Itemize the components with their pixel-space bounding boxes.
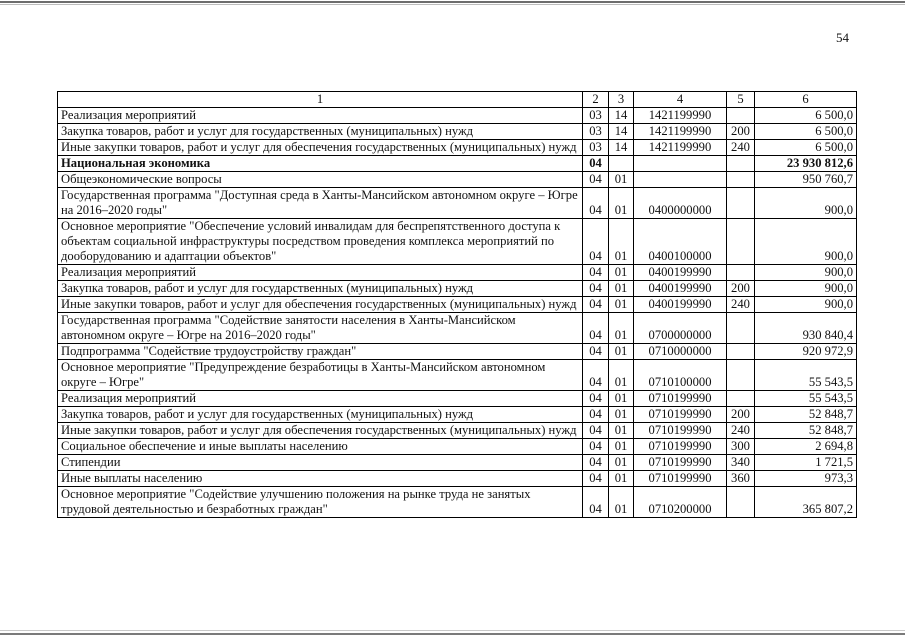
- cell-subsection: 01: [609, 281, 634, 297]
- cell-section: 04: [583, 188, 609, 219]
- header-col-6: 6: [755, 92, 857, 108]
- cell-subsection: 01: [609, 407, 634, 423]
- cell-expense-type: [727, 344, 755, 360]
- cell-name: Иные закупки товаров, работ и услуг для обеспечения государственных (муниципальных) нужд: [58, 140, 583, 156]
- table-row: [58, 108, 857, 124]
- cell-amount: 900,0: [755, 265, 857, 281]
- cell-amount: 52 848,7: [755, 407, 857, 423]
- cell-section: 04: [583, 471, 609, 487]
- cell-section: 04: [583, 439, 609, 455]
- cell-expense-type: 200: [727, 124, 755, 140]
- cell-name: Иные закупки товаров, работ и услуг для обеспечения государственных (муниципальных) нужд: [58, 423, 583, 439]
- cell-expense-type: [727, 172, 755, 188]
- cell-target-article: [634, 156, 727, 172]
- cell-target-article: 0710199990: [634, 455, 727, 471]
- cell-subsection: [609, 156, 634, 172]
- cell-subsection: 01: [609, 344, 634, 360]
- cell-section: 04: [583, 344, 609, 360]
- cell-section: 04: [583, 156, 609, 172]
- cell-amount: 55 543,5: [755, 360, 857, 391]
- cell-name: Основное мероприятие "Предупреждение безработицы в Ханты-Мансийском автономном округе – Югре": [58, 360, 583, 391]
- table-row: [58, 360, 857, 391]
- cell-section: 04: [583, 487, 609, 518]
- cell-expense-type: [727, 391, 755, 407]
- page-number: 54: [836, 30, 849, 45]
- cell-subsection: 01: [609, 487, 634, 518]
- cell-subsection: 01: [609, 313, 634, 344]
- cell-target-article: 0700000000: [634, 313, 727, 344]
- cell-section: 03: [583, 140, 609, 156]
- header-col-2: 2: [583, 92, 609, 108]
- cell-amount: 1 721,5: [755, 455, 857, 471]
- table-row: [58, 487, 857, 518]
- cell-amount: 900,0: [755, 188, 857, 219]
- cell-name: Стипендии: [58, 455, 583, 471]
- cell-expense-type: 340: [727, 455, 755, 471]
- cell-target-article: 0710199990: [634, 471, 727, 487]
- cell-expense-type: [727, 156, 755, 172]
- cell-expense-type: 360: [727, 471, 755, 487]
- table-row: [58, 391, 857, 407]
- table-row: [58, 313, 857, 344]
- cell-amount: 950 760,7: [755, 172, 857, 188]
- cell-expense-type: 240: [727, 140, 755, 156]
- table-row: [58, 344, 857, 360]
- cell-subsection: 14: [609, 140, 634, 156]
- cell-target-article: 0710199990: [634, 391, 727, 407]
- cell-target-article: 0710200000: [634, 487, 727, 518]
- cell-subsection: 01: [609, 188, 634, 219]
- cell-section: 04: [583, 313, 609, 344]
- cell-name: Закупка товаров, работ и услуг для государственных (муниципальных) нужд: [58, 124, 583, 140]
- cell-name: Иные выплаты населению: [58, 471, 583, 487]
- cell-expense-type: [727, 360, 755, 391]
- cell-amount: 6 500,0: [755, 124, 857, 140]
- table-header-row: [58, 92, 857, 108]
- cell-target-article: 0400000000: [634, 188, 727, 219]
- cell-amount: 52 848,7: [755, 423, 857, 439]
- cell-section: 04: [583, 281, 609, 297]
- cell-name: Основное мероприятие "Обеспечение условий инвалидам для беспрепятственного доступа к объектам социальной инфраструктуры посредством проведения комплекса мероприятий по дооборудованию и адаптации объектов": [58, 219, 583, 265]
- table-row: [58, 140, 857, 156]
- cell-subsection: 01: [609, 471, 634, 487]
- header-col-5: 5: [727, 92, 755, 108]
- header-col-1: 1: [58, 92, 583, 108]
- cell-target-article: 0710199990: [634, 439, 727, 455]
- cell-subsection: 14: [609, 108, 634, 124]
- cell-name: Государственная программа "Содействие занятости населения в Ханты-Мансийском автономном округе – Югре на 2016–2020 годы": [58, 313, 583, 344]
- cell-section: 04: [583, 455, 609, 471]
- budget-table: [57, 91, 857, 518]
- cell-expense-type: 200: [727, 281, 755, 297]
- cell-amount: 365 807,2: [755, 487, 857, 518]
- cell-name: Реализация мероприятий: [58, 108, 583, 124]
- cell-target-article: 1421199990: [634, 124, 727, 140]
- cell-name: Социальное обеспечение и иные выплаты населению: [58, 439, 583, 455]
- cell-target-article: 0710199990: [634, 407, 727, 423]
- cell-subsection: 01: [609, 439, 634, 455]
- cell-section: 04: [583, 219, 609, 265]
- table-row: [58, 407, 857, 423]
- cell-amount: 900,0: [755, 297, 857, 313]
- cell-target-article: 0710100000: [634, 360, 727, 391]
- cell-target-article: 0710199990: [634, 423, 727, 439]
- cell-name: Подпрограмма "Содействие трудоустройству граждан": [58, 344, 583, 360]
- cell-section: 03: [583, 108, 609, 124]
- cell-amount: 920 972,9: [755, 344, 857, 360]
- table-row: [58, 188, 857, 219]
- cell-name: Закупка товаров, работ и услуг для государственных (муниципальных) нужд: [58, 281, 583, 297]
- cell-amount: 973,3: [755, 471, 857, 487]
- table-row: [58, 219, 857, 265]
- cell-expense-type: [727, 487, 755, 518]
- cell-target-article: 1421199990: [634, 140, 727, 156]
- cell-target-article: 0710000000: [634, 344, 727, 360]
- cell-expense-type: [727, 188, 755, 219]
- cell-amount: 2 694,8: [755, 439, 857, 455]
- cell-section: 04: [583, 360, 609, 391]
- cell-subsection: 01: [609, 391, 634, 407]
- cell-subsection: 01: [609, 219, 634, 265]
- cell-name: Государственная программа "Доступная среда в Ханты-Мансийском автономном округе – Югре на 2016–2020 годы": [58, 188, 583, 219]
- scan-edge-bottom: [0, 633, 905, 635]
- table-row: [58, 281, 857, 297]
- scan-edge-top-inner: [0, 4, 905, 5]
- table-row: [58, 471, 857, 487]
- table-row: [58, 124, 857, 140]
- cell-name: Иные закупки товаров, работ и услуг для обеспечения государственных (муниципальных) нужд: [58, 297, 583, 313]
- cell-subsection: 01: [609, 360, 634, 391]
- cell-subsection: 14: [609, 124, 634, 140]
- cell-amount: 6 500,0: [755, 140, 857, 156]
- cell-amount: 900,0: [755, 281, 857, 297]
- cell-amount: 23 930 812,6: [755, 156, 857, 172]
- scan-edge-top: [0, 1, 905, 3]
- header-col-4: 4: [634, 92, 727, 108]
- cell-target-article: [634, 172, 727, 188]
- cell-name: Национальная экономика: [58, 156, 583, 172]
- scan-edge-bottom-inner: [0, 630, 905, 631]
- table-row: [58, 439, 857, 455]
- table-row: [58, 423, 857, 439]
- cell-section: 04: [583, 297, 609, 313]
- budget-table-body: [58, 92, 857, 518]
- cell-subsection: 01: [609, 265, 634, 281]
- table-row: [58, 156, 857, 172]
- cell-section: 03: [583, 124, 609, 140]
- cell-expense-type: [727, 313, 755, 344]
- cell-section: 04: [583, 391, 609, 407]
- header-col-3: 3: [609, 92, 634, 108]
- cell-name: Реализация мероприятий: [58, 391, 583, 407]
- cell-subsection: 01: [609, 297, 634, 313]
- cell-name: Реализация мероприятий: [58, 265, 583, 281]
- cell-expense-type: 300: [727, 439, 755, 455]
- cell-subsection: 01: [609, 423, 634, 439]
- table-row: [58, 455, 857, 471]
- cell-section: 04: [583, 407, 609, 423]
- cell-expense-type: 240: [727, 423, 755, 439]
- cell-section: 04: [583, 265, 609, 281]
- cell-subsection: 01: [609, 455, 634, 471]
- cell-target-article: 0400199990: [634, 281, 727, 297]
- cell-amount: 900,0: [755, 219, 857, 265]
- cell-section: 04: [583, 423, 609, 439]
- cell-expense-type: [727, 219, 755, 265]
- cell-expense-type: [727, 108, 755, 124]
- cell-amount: 55 543,5: [755, 391, 857, 407]
- table-row: [58, 265, 857, 281]
- cell-expense-type: 240: [727, 297, 755, 313]
- cell-section: 04: [583, 172, 609, 188]
- cell-target-article: 0400199990: [634, 297, 727, 313]
- cell-amount: 930 840,4: [755, 313, 857, 344]
- cell-amount: 6 500,0: [755, 108, 857, 124]
- cell-name: Основное мероприятие "Содействие улучшению положения на рынке труда не занятых трудовой деятельностью и безработных граждан": [58, 487, 583, 518]
- cell-subsection: 01: [609, 172, 634, 188]
- table-row: [58, 172, 857, 188]
- cell-target-article: 0400100000: [634, 219, 727, 265]
- cell-name: Общеэкономические вопросы: [58, 172, 583, 188]
- table-row: [58, 297, 857, 313]
- cell-expense-type: [727, 265, 755, 281]
- cell-target-article: 1421199990: [634, 108, 727, 124]
- cell-name: Закупка товаров, работ и услуг для государственных (муниципальных) нужд: [58, 407, 583, 423]
- cell-target-article: 0400199990: [634, 265, 727, 281]
- cell-expense-type: 200: [727, 407, 755, 423]
